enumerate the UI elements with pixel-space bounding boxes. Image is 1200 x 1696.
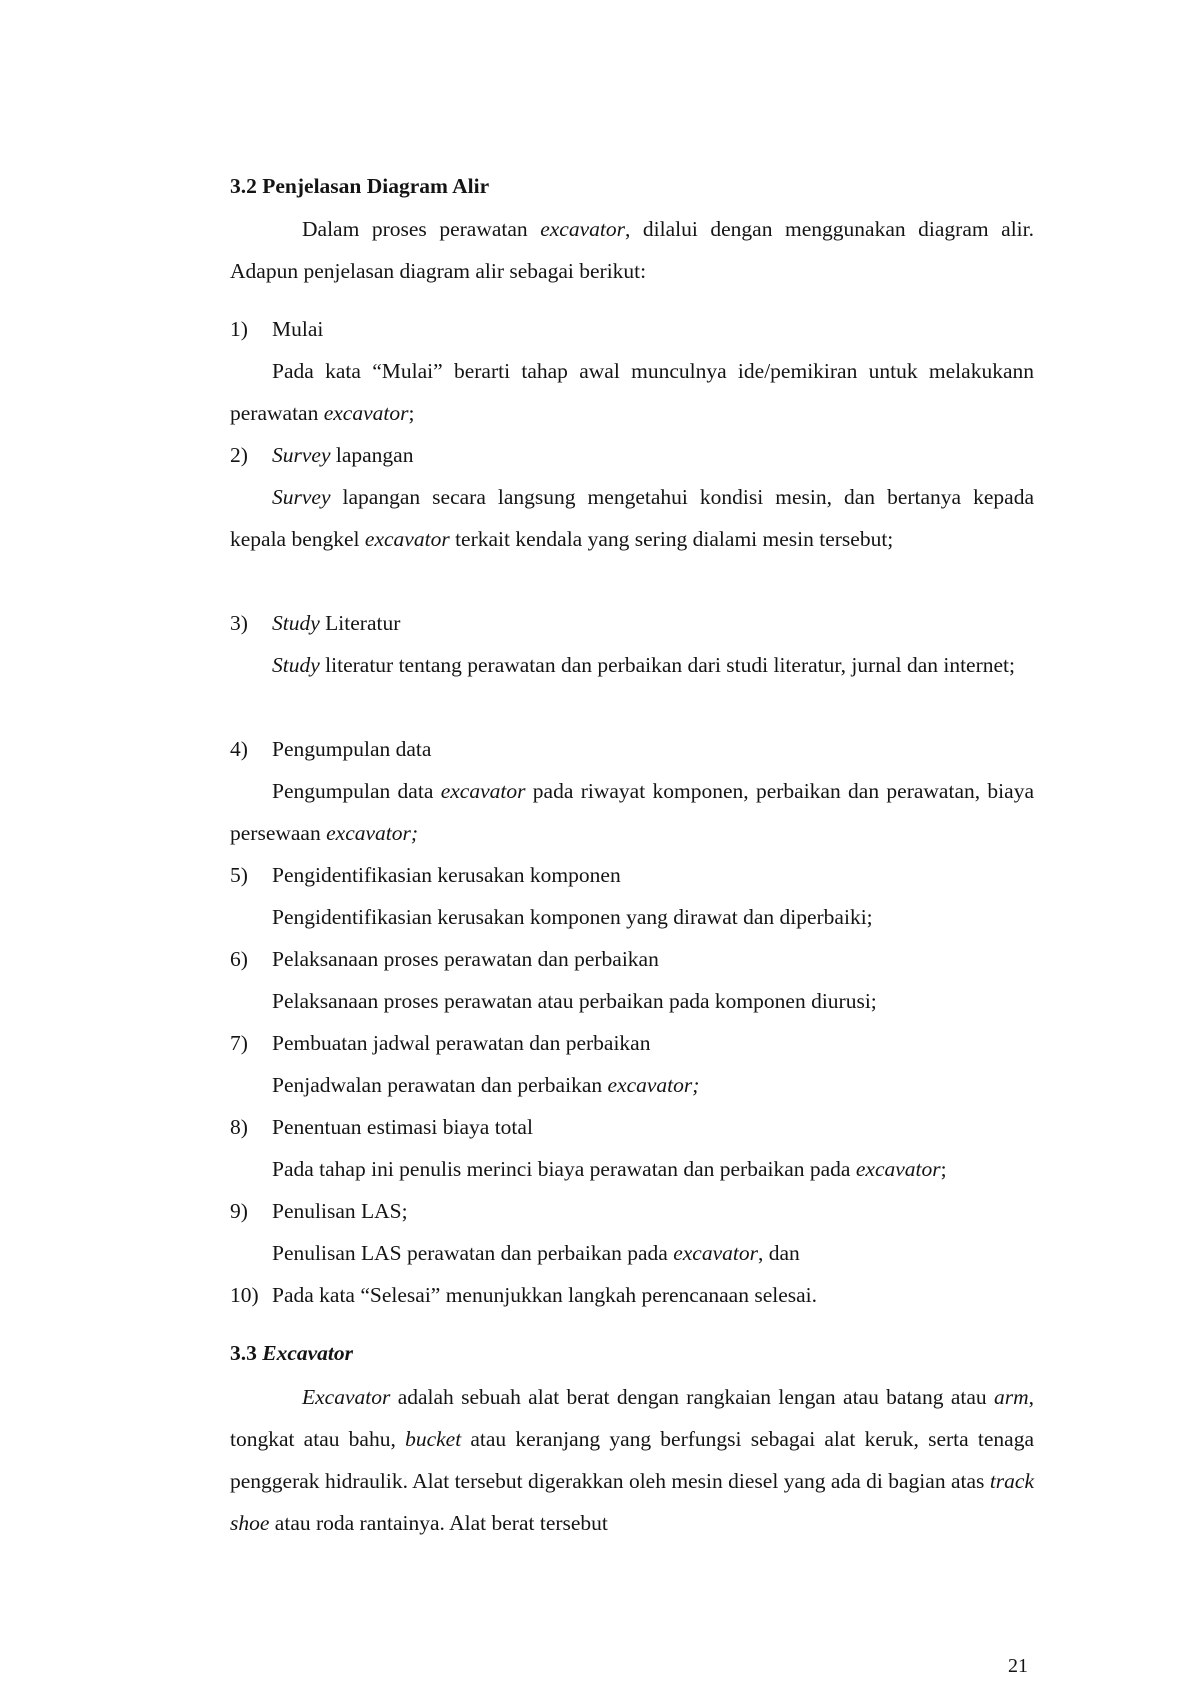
list-item-head	[230, 1190, 1034, 1232]
italic-text-run: excavator;	[326, 821, 419, 845]
list-item-title	[272, 1199, 408, 1223]
list-item-9	[230, 1190, 1034, 1274]
list-item-head	[230, 1106, 1034, 1148]
list-item-number: 3)	[230, 611, 248, 635]
text-run: Pada kata “Mulai” berarti tahap awal munculnya ide/pemikiran untuk melakukann perawatan	[230, 359, 1034, 425]
list-item-description	[230, 896, 1034, 938]
text-run: Penulisan LAS;	[272, 1199, 408, 1223]
text-run: Pada kata “Selesai” menunjukkan langkah perencanaan selesai.	[272, 1283, 818, 1307]
list-item-description	[230, 1148, 1034, 1190]
list-item-title	[272, 863, 621, 887]
list-item-title	[272, 317, 323, 341]
text-run: Pada tahap ini penulis merinci biaya perawatan dan perbaikan pada	[272, 1157, 856, 1181]
list-item-2	[230, 434, 1034, 560]
list-item-4	[230, 728, 1034, 854]
document-page	[230, 0, 1034, 1696]
text-run: Literatur	[319, 611, 401, 635]
text-run: Pelaksanaan proses perawatan dan perbaikan	[272, 947, 659, 971]
italic-text-run: excavator	[673, 1241, 758, 1265]
section-heading-3-3	[230, 1341, 353, 1366]
list-item-8	[230, 1106, 1034, 1190]
section-heading-3-2-text: 3.2 Penjelasan Diagram Alir	[230, 174, 490, 198]
list-item-number: 7)	[230, 1031, 248, 1055]
list-item-number: 1)	[230, 317, 248, 341]
text-run: atau keranjang yang berfungsi sebagai alat keruk, serta tenaga penggerak hidraulik. Alat tersebut digerakkan oleh mesin diesel yang ada di bagian atas	[230, 1427, 1034, 1493]
list-item-head	[230, 1022, 1034, 1064]
section-heading-3-2	[230, 174, 489, 199]
list-item-head	[230, 308, 1034, 350]
list-item-head	[230, 938, 1034, 980]
list-item-title	[272, 737, 431, 761]
list-item-1	[230, 308, 1034, 434]
text-run: Pengidentifikasian kerusakan komponen yang dirawat dan diperbaiki;	[272, 905, 873, 929]
text-run: , dilalui dengan menggunakan diagram alir. Adapun penjelasan diagram alir sebagai berikut:	[230, 217, 1034, 283]
text-run: Pelaksanaan proses perawatan atau perbaikan pada komponen diurusi;	[272, 989, 877, 1013]
italic-text-run: Study	[272, 653, 320, 677]
text-run: lapangan	[330, 443, 414, 467]
list-item-title	[272, 1115, 533, 1139]
page-number: 21	[1008, 1655, 1028, 1677]
italic-text-run: Survey	[272, 485, 331, 509]
list-item-3	[230, 602, 1034, 686]
list-item-head	[230, 854, 1034, 896]
text-run: adalah sebuah alat berat dengan rangkaian lengan atau batang atau	[390, 1385, 994, 1409]
list-item-5	[230, 854, 1034, 938]
italic-text-run: bucket	[405, 1427, 462, 1451]
text-run: pada riwayat komponen, perbaikan dan perawatan, biaya persewaan	[230, 779, 1034, 845]
list-item-description	[230, 1064, 1034, 1106]
italic-text-run: track shoe	[230, 1469, 1034, 1535]
text-run: lapangan secara langsung mengetahui kondisi mesin, dan bertanya kepada kepala bengkel	[230, 485, 1034, 551]
excavator-paragraph	[230, 1376, 1034, 1544]
list-item-description	[230, 644, 1034, 686]
list-item-head	[230, 728, 1034, 770]
list-item-head	[230, 434, 1034, 476]
italic-text-run: Study	[272, 611, 320, 635]
list-item-title	[272, 1031, 650, 1055]
italic-text-run: excavator	[323, 401, 409, 425]
list-item-6	[230, 938, 1034, 1022]
text-run: literatur tentang perawatan dan perbaikan dari studi literatur, jurnal dan internet;	[319, 653, 1016, 677]
list-item-number: 9)	[230, 1199, 248, 1223]
section-heading-3-3-title: Excavator	[262, 1341, 354, 1365]
text-run: Penentuan estimasi biaya total	[272, 1115, 533, 1139]
text-run: , tongkat atau bahu,	[230, 1385, 1034, 1451]
list-item-description	[230, 476, 1034, 560]
text-run: atau roda rantainya. Alat berat tersebut	[269, 1511, 608, 1535]
list-item-7	[230, 1022, 1034, 1106]
text-run: ;	[408, 401, 415, 425]
list-item-description	[230, 770, 1034, 854]
italic-text-run: excavator	[540, 217, 625, 241]
text-run: Pengumpulan data	[272, 737, 432, 761]
text-run: terkait kendala yang sering dialami mesin tersebut;	[449, 527, 894, 551]
italic-text-run: Survey	[272, 443, 331, 467]
list-item-head	[230, 1274, 1034, 1316]
italic-text-run: excavator	[855, 1157, 941, 1181]
list-item-number: 6)	[230, 947, 248, 971]
text-run: Pengidentifikasian kerusakan komponen	[272, 863, 621, 887]
text-run: Pembuatan jadwal perawatan dan perbaikan	[272, 1031, 651, 1055]
text-run: Mulai	[272, 317, 324, 341]
italic-text-run: excavator;	[607, 1073, 700, 1097]
list-item-number: 10)	[230, 1283, 259, 1307]
intro-paragraph	[230, 208, 1034, 292]
list-item-title	[272, 947, 659, 971]
italic-text-run: arm	[993, 1385, 1029, 1409]
section-heading-3-3-number: 3.3	[230, 1341, 263, 1365]
list-item-head	[230, 602, 1034, 644]
text-run: Pengumpulan data	[272, 779, 441, 803]
list-item-description	[230, 980, 1034, 1022]
list-item-title	[272, 443, 413, 467]
text-run: Dalam proses perawatan	[302, 217, 541, 241]
list-item-description	[230, 350, 1034, 434]
list-item-10	[230, 1274, 1034, 1316]
list-item-number: 8)	[230, 1115, 248, 1139]
list-item-title	[272, 611, 400, 635]
list-item-number: 4)	[230, 737, 248, 761]
text-run: ;	[940, 1157, 947, 1181]
list-item-number: 2)	[230, 443, 248, 467]
italic-text-run: excavator	[364, 527, 450, 551]
italic-text-run: Excavator	[302, 1385, 391, 1409]
text-run: Penjadwalan perawatan dan perbaikan	[272, 1073, 608, 1097]
italic-text-run: excavator	[440, 779, 526, 803]
list-item-number: 5)	[230, 863, 248, 887]
list-item-description	[230, 1232, 1034, 1274]
list-item-title	[272, 1283, 817, 1307]
text-run: Penulisan LAS perawatan dan perbaikan pada	[272, 1241, 674, 1265]
text-run: , dan	[757, 1241, 800, 1265]
